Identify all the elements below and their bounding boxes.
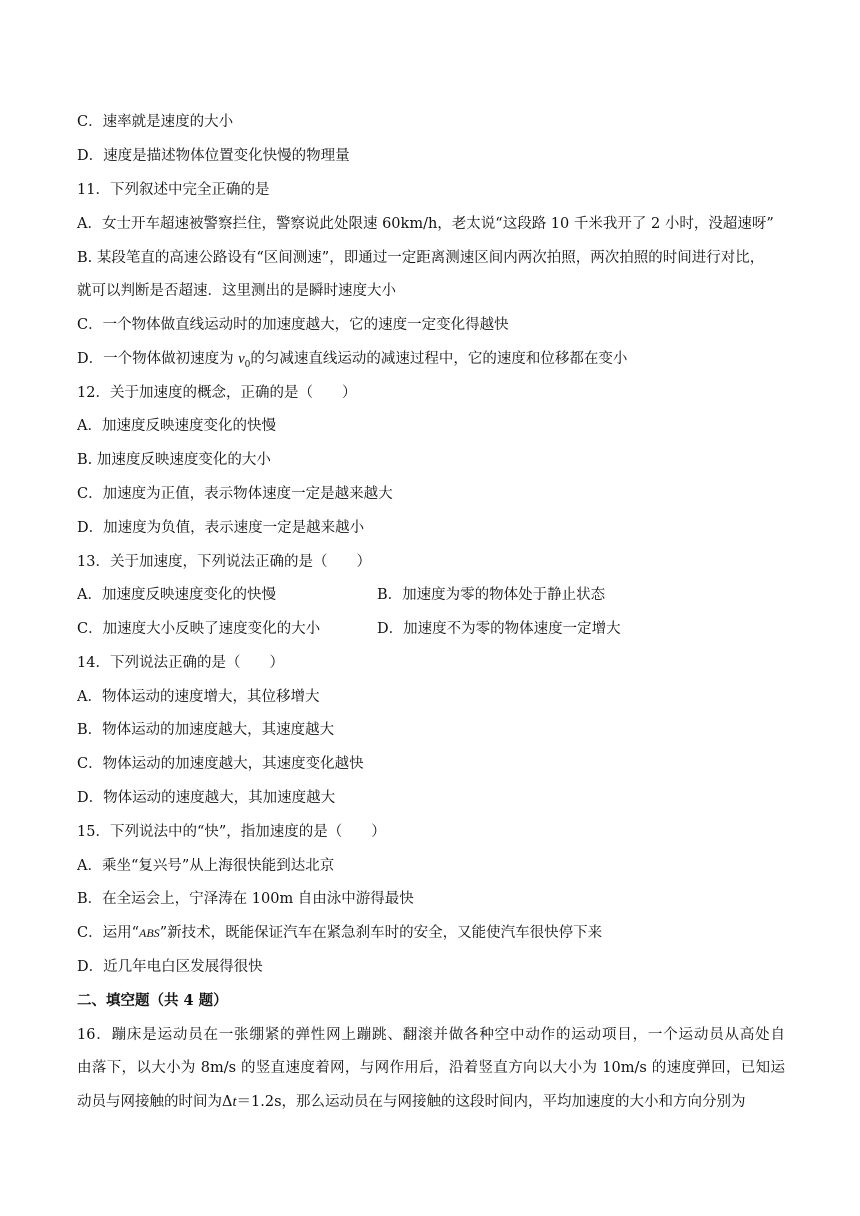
q14-option-b: B．物体运动的加速度越大，其速度越大 bbox=[77, 722, 335, 738]
q16-line3 bbox=[77, 1092, 746, 1112]
q15-option-b: B．在全运会上，宁泽涛在 100m 自由泳中游得最快 bbox=[77, 891, 414, 907]
q15-stem: 15．下列说法中的“快”，指加速度的是（ ） bbox=[77, 824, 386, 840]
q15-option-a: A．乘坐“复兴号”从上海很快能到达北京 bbox=[77, 858, 335, 874]
q11-option-d-post: 的匀减速直线运动的减速过程中，它的速度和位移都在变小 bbox=[250, 351, 628, 367]
q14-option-c: C．物体运动的加速度越大，其速度变化越快 bbox=[77, 756, 364, 772]
q14-option-d: D．物体运动的速度越大，其加速度越大 bbox=[77, 790, 336, 806]
q10-option-d: D．速度是描述物体位置变化快慢的物理量 bbox=[77, 148, 350, 164]
q12-option-d: D．加速度为负值，表示速度一定是越来越小 bbox=[77, 520, 365, 536]
q13-option-b: B．加速度为零的物体处于静止状态 bbox=[377, 587, 606, 603]
section-heading: 二、填空题（共 4 题） bbox=[77, 992, 228, 1009]
q11-option-d-pre: D．一个物体做初速度为 bbox=[77, 351, 239, 367]
q12-option-b: B. 加速度反映速度变化的大小 bbox=[77, 452, 271, 468]
q15-option-c bbox=[77, 923, 602, 943]
q16-line1: 16．蹦床是运动员在一张绷紧的弹性网上蹦跳、翻滚并做各种空中动作的运动项目，一个运动员从高处自 bbox=[77, 1027, 785, 1043]
q15-option-c-abs: ABS bbox=[139, 926, 160, 940]
q13-stem: 13．关于加速度，下列说法正确的是（ ） bbox=[77, 554, 371, 570]
q15-option-c-post: ”新技术，既能保证汽车在紧急刹车时的安全，又能使汽车很快停下来 bbox=[159, 925, 603, 941]
q11-option-c: C．一个物体做直线运动时的加速度越大，它的速度一定变化得越快 bbox=[77, 317, 509, 333]
q14-option-a: A．物体运动的速度增大，其位移增大 bbox=[77, 689, 320, 705]
q12-option-a: A．加速度反映速度变化的快慢 bbox=[77, 418, 276, 434]
q11-option-d-sub: 0 bbox=[244, 359, 251, 370]
q11-option-b-line2: 就可以判断是否超速．这里测出的是瞬时速度大小 bbox=[77, 283, 396, 299]
q11-option-a: A．女士开车超速被警察拦住，警察说此处限速 60km/h，老太说“这段路 10 千米我开了 2 小时，没超速呀” bbox=[77, 216, 774, 232]
q16-line3-post: ＝1.2s，那么运动员在与网接触的这段时间内，平均加速度的大小和方向分别为 bbox=[236, 1094, 746, 1110]
q12-stem: 12．关于加速度的概念，正确的是（ ） bbox=[77, 385, 357, 401]
q13-option-c: C．加速度大小反映了速度变化的大小 bbox=[77, 621, 321, 637]
q15-option-d: D．近几年电白区发展得很快 bbox=[77, 959, 263, 975]
q16-line2: 由落下，以大小为 8m/s 的竖直速度着网，与网作用后，沿着竖直方向以大小为 10m/s 的速度弹回，已知运 bbox=[77, 1060, 785, 1076]
q10-option-c: C．速率就是速度的大小 bbox=[77, 114, 234, 130]
q15-option-c-pre: C．运用“ bbox=[77, 925, 140, 941]
q13-option-d: D．加速度不为零的物体速度一定增大 bbox=[377, 621, 621, 637]
q11-stem: 11．下列叙述中完全正确的是 bbox=[77, 182, 270, 198]
q16-line3-var: t bbox=[232, 1094, 237, 1110]
q11-option-b-line1: B. 某段笔直的高速公路设有“区间测速”，即通过一定距离测速区间内两次拍照，两次拍照的时间进行对比， bbox=[77, 250, 765, 266]
q13-option-a: A．加速度反映速度变化的快慢 bbox=[77, 587, 276, 603]
q14-stem: 14．下列说法正确的是（ ） bbox=[77, 655, 284, 671]
q12-option-c: C．加速度为正值，表示物体速度一定是越来越大 bbox=[77, 486, 393, 502]
q11-option-d-var: v bbox=[238, 351, 245, 367]
q11-option-d bbox=[77, 349, 627, 375]
q16-line3-pre: 动员与网接触的时间为Δ bbox=[77, 1094, 233, 1110]
